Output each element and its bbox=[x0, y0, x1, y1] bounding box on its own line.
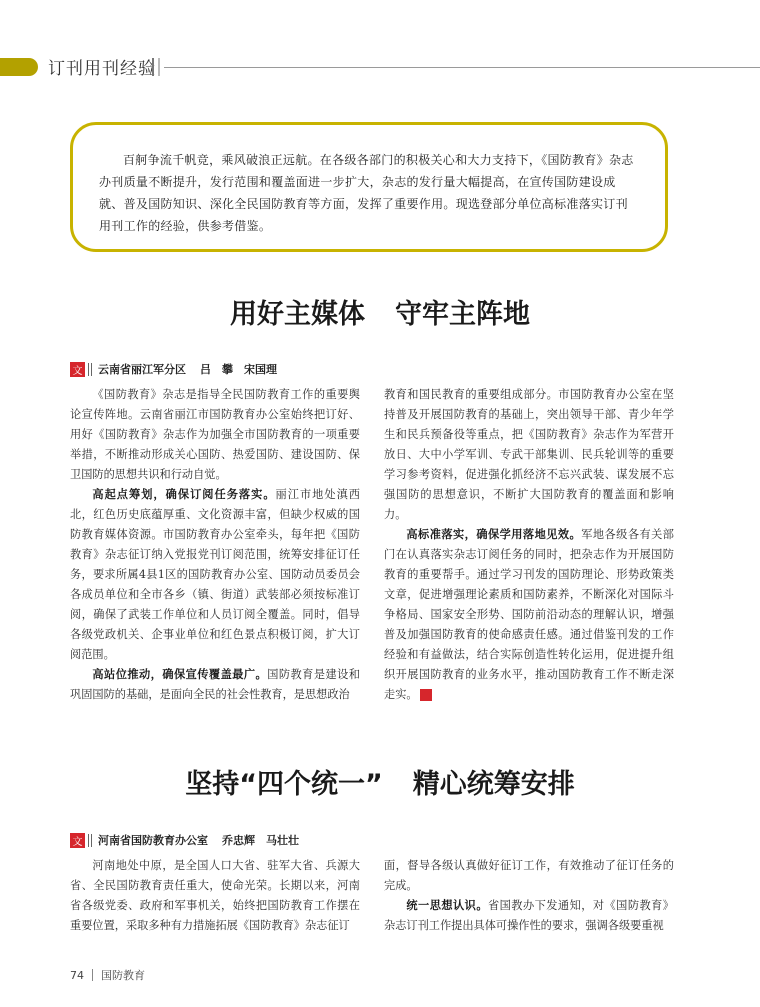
page-number: 74 bbox=[70, 968, 84, 982]
article1-left-p3-body: 国防教育是建设和巩固国防的基础，是面向全民的社会性教育，是思想政治 bbox=[70, 668, 360, 701]
article1-right-p1: 教育和国民教育的重要组成部分。市国防教育办公室在坚持普及开展国防教育的基础上，突出领导干部、青少年学生和民兵预备役等重点，把《国防教育》杂志作为军营开放日、大中小学军训、专武干部集训、民兵轮训等的重要学习参考资料，促进强化抓经济不忘兴武装、谋发展不忘强国防的思想意识，不断扩大国防教育的覆盖面和影响力。 bbox=[384, 388, 674, 521]
article2-right-p2-lead: 统一思想认识。 bbox=[406, 899, 488, 912]
byline-tag-icon: 文 bbox=[70, 833, 85, 848]
article1-unit: 云南省丽江军分区 bbox=[98, 363, 186, 376]
article2-right-p2 bbox=[384, 896, 674, 936]
article2-left-column bbox=[70, 856, 360, 936]
article1-left-p2-body: 丽江市地处滇西北，红色历史底蕴厚重、文化资源丰富，但缺少权威的国防教育媒体资源。市国防教育办公室牵头，每年把《国防教育》杂志征订纳入党报党刊订阅范围，统筹安排征订任务，要求所属4县1区的国防教育办公室、国防动员委员会各成员单位和全市各乡（镇、街道）武装部必须按标准订阅，确保了武装工作单位和人员订阅全覆盖。同时，倡导各级党政机关、企事业单位和红色景点积极订阅，扩大订阅范围。 bbox=[70, 488, 360, 661]
article2-right-column bbox=[384, 856, 674, 936]
header-divider-bars bbox=[152, 58, 160, 76]
article2-right-p2-body: 省国教办下发通知，对《国防教育》杂志订刊工作提出具体可操作性的要求，强调各级要重视 bbox=[384, 899, 674, 932]
header-accent-tab bbox=[0, 58, 38, 76]
section-header bbox=[0, 52, 760, 82]
byline-divider bbox=[88, 363, 92, 376]
article1-right-p2-lead: 高标准落实，确保学用落地见效。 bbox=[406, 528, 582, 541]
article2-right-p1: 面，督导各级认真做好征订工作，有效推动了征订任务的完成。 bbox=[384, 859, 674, 892]
page-footer bbox=[70, 967, 145, 983]
article1-left-p1: 《国防教育》杂志是指导全民国防教育工作的重要舆论宣传阵地。云南省丽江市国防教育办公室始终把订好、用好《国防教育》杂志作为加强全市国防教育的一项重要举措，不断推动形成关心国防、热爱国防、建设国防、保卫国防的思想共识和行动自觉。 bbox=[70, 388, 360, 481]
footer-divider bbox=[92, 969, 93, 981]
article1-left-p3-lead: 高站位推动，确保宣传覆盖最广。 bbox=[92, 668, 268, 681]
article2-byline bbox=[70, 831, 299, 849]
article1-left-p3 bbox=[70, 665, 360, 705]
article2-authors: 乔忠辉 马壮壮 bbox=[222, 834, 299, 847]
byline-tag-icon: 文 bbox=[70, 362, 85, 377]
article1-right-p2-body: 军地各级各有关部门在认真落实杂志订阅任务的同时，把杂志作为开展国防教育的重要帮手。通过学习刊发的国防理论、形势政策类文章，促进增强理论素质和国防素养，不断深化对国际斗争格局、国家安全形势、国防前沿动态的理解认识，增强普及加强国防教育的使命感责任感。通过借鉴刊发的工作经验和有益做法，结合实际创造性转化运用，促进提升组织开展国防教育的业务水平，推动国防教育工作不断走深走实。 bbox=[384, 528, 674, 701]
article2-title-part2: 精心统筹安排 bbox=[412, 769, 575, 800]
end-mark-icon: G bbox=[420, 689, 432, 701]
header-rule bbox=[164, 67, 760, 68]
article1-right-column bbox=[384, 385, 674, 705]
article1-title-part2: 守牢主阵地 bbox=[395, 299, 530, 330]
section-title: 订刊用刊经验 bbox=[48, 59, 156, 79]
article1-left-column bbox=[70, 385, 360, 705]
article1-right-p2 bbox=[384, 525, 674, 705]
byline-divider bbox=[88, 834, 92, 847]
article1-byline bbox=[70, 360, 277, 378]
article1-title bbox=[0, 292, 760, 331]
article2-title bbox=[0, 762, 760, 801]
article2-unit: 河南省国防教育办公室 bbox=[98, 834, 208, 847]
article1-left-p2 bbox=[70, 485, 360, 665]
intro-text: 百舸争流千帆竞，乘风破浪正远航。在各级各部门的积极关心和大力支持下，《国防教育》杂志办刊质量不断提升，发行范围和覆盖面进一步扩大，杂志的发行量大幅提高，在宣传国防建设成就、普及国防知识、深化全民国防教育等方面，发挥了重要作用。现选登部分单位高标准落实订刊用刊工作的经验，供参考借鉴。 bbox=[99, 153, 634, 233]
article1-left-p2-lead: 高起点筹划，确保订阅任务落实。 bbox=[92, 488, 276, 501]
intro-box bbox=[70, 122, 668, 252]
magazine-name: 国防教育 bbox=[101, 969, 145, 982]
article2-left-p1: 河南地处中原，是全国人口大省、驻军大省、兵源大省、全民国防教育责任重大，使命光荣。长期以来，河南省各级党委、政府和军事机关，始终把国防教育工作摆在重要位置，采取多种有力措施拓展《国防教育》杂志征订 bbox=[70, 859, 360, 932]
article1-title-part1: 用好主媒体 bbox=[230, 299, 365, 330]
article1-authors: 吕 攀 宋国理 bbox=[200, 363, 277, 376]
article2-title-part1: 坚持“四个统一” bbox=[185, 769, 383, 800]
